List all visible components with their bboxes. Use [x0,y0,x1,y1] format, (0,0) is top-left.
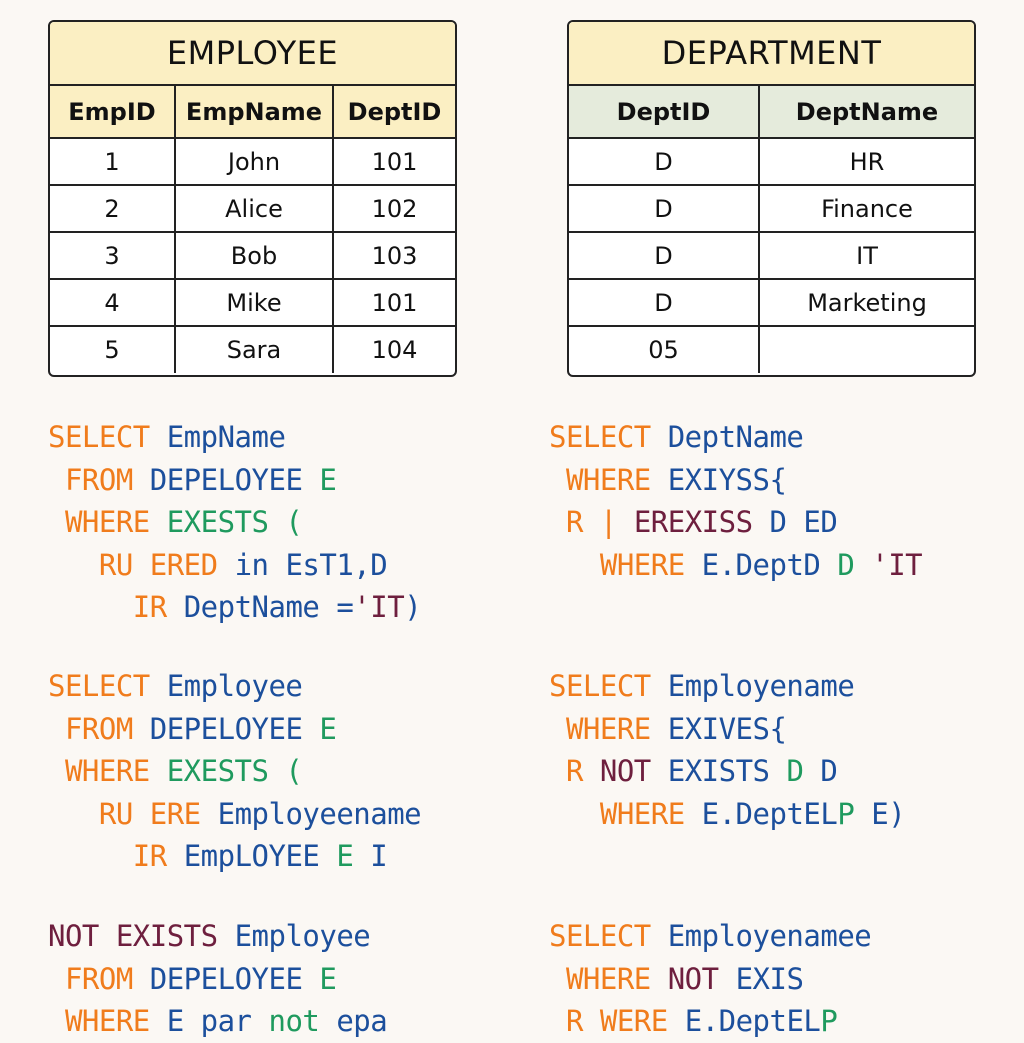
code-token: E) [854,796,906,831]
table-cell: D [569,279,759,326]
table-cell: 104 [371,336,418,364]
code-token: E [166,1004,201,1038]
code-token: WHERE [549,796,702,831]
code-token: 'IT [353,590,405,624]
code-token: Employename [667,669,855,703]
code-token: 'IT [854,547,923,582]
table-cell: 2 [50,185,175,232]
table-cell: 1 [50,138,175,185]
column-header-empname: EmpName [175,86,333,138]
code-line [48,793,421,836]
code-token: EXIVES{ [667,711,787,746]
sql-block-1 [48,416,421,629]
department-row [569,185,974,232]
code-line [48,665,421,708]
code-token: ) [404,590,422,624]
code-line [48,1000,387,1043]
table-cell: 103 [333,232,455,279]
code-token: FROM [48,711,150,746]
code-token: WERE [599,1004,685,1038]
code-line [549,1000,871,1043]
employee-row [50,185,455,232]
column-header-deptid: DeptID [333,86,455,138]
table-cell: Sara [175,326,333,373]
table-cell: Alice [175,185,333,232]
code-token: DEPELOYEE [149,711,320,746]
code-token: EmpLOYEE [183,839,337,873]
code-token: IR [48,839,184,873]
code-line [549,708,905,751]
code-line [549,915,871,958]
table-cell: 3 [50,232,175,279]
code-token: WHERE [549,961,668,996]
code-token: IR [48,590,184,624]
code-token: D [786,754,821,788]
code-token: R [549,1004,600,1038]
code-token: EXESTS ( [166,505,303,539]
code-token: E.DeptEL [684,1004,821,1038]
table-cell: 5 [50,326,175,373]
code-token: E.DeptD [701,547,838,582]
employee-row [50,232,455,279]
code-token: RU ERED [48,547,235,582]
code-token: I [353,839,388,873]
code-token: DEPELOYEE [149,462,320,497]
employee-table [48,20,457,377]
sql-block-6 [549,915,871,1043]
employee-row [50,279,455,326]
code-token: P [837,796,855,831]
code-token: SELECT [549,669,668,703]
column-header-deptname: DeptName [759,86,974,138]
code-line [48,459,421,502]
code-token: R | [549,505,634,539]
code-token: Employenamee [667,919,872,953]
code-token: DEPELOYEE [149,961,320,996]
table-cell: 101 [333,279,455,326]
code-line [48,835,421,878]
code-token: E [319,462,337,497]
code-token: DeptName = [183,590,354,624]
table-cell: D [569,232,759,279]
code-token: SELECT [48,669,167,703]
code-token: EmpName [166,420,286,454]
employee-table-title: EMPLOYEE [50,22,455,86]
code-token: EXESTS ( [166,754,303,788]
table-cell: Mike [175,279,333,326]
department-row [569,138,974,185]
code-token: P [820,1004,838,1038]
code-token: NOT [599,754,668,788]
table-cell: 05 [569,326,759,373]
table-cell: Finance [759,185,974,232]
table-cell: IT [759,232,974,279]
department-table [567,20,976,377]
code-token: NOT [667,961,736,996]
employee-header-row [50,86,455,138]
table-cell: 101 [333,138,455,185]
table-cell: 4 [50,279,175,326]
sql-block-5 [48,915,387,1043]
table-cell: D [569,185,759,232]
code-line [549,416,922,459]
sql-block-3 [48,665,421,878]
code-token: EXISTS [667,754,787,788]
code-token: WHERE [549,547,702,582]
code-token: WHERE [48,1004,167,1038]
department-row [569,326,974,373]
employee-row [50,138,455,185]
code-token: epa [336,1004,388,1038]
code-token: EXIYSS{ [667,462,787,497]
code-token: NOT EXISTS [48,919,235,953]
table-cell: HR [759,138,974,185]
code-line [549,750,905,793]
code-token: E [336,839,354,873]
department-table-title: DEPARTMENT [569,22,974,86]
sql-block-2 [549,416,922,586]
code-line [549,459,922,502]
table-cell [759,326,974,373]
department-row [569,232,974,279]
code-token: Employee [234,919,371,953]
code-token: RU ERE [48,796,218,831]
code-token: Employeename [217,796,422,831]
table-cell: John [175,138,333,185]
code-token: EXIS [735,961,804,996]
table-cell: D [569,138,759,185]
code-line [48,501,421,544]
code-token: WHERE [549,711,668,746]
department-table-grid [569,86,974,373]
code-line [48,958,387,1001]
table-cell: Marketing [759,279,974,326]
code-line [48,915,387,958]
code-token: par [200,1004,269,1038]
code-line [48,708,421,751]
code-token: R [549,754,600,788]
code-token: E [319,711,337,746]
code-line [549,958,871,1001]
department-header-row [569,86,974,138]
code-line [549,793,905,836]
code-token: FROM [48,462,150,497]
code-line [48,544,421,587]
code-line [48,750,421,793]
code-token: E.DeptEL [701,796,838,831]
code-line [48,416,421,459]
employee-row [50,326,455,373]
department-row [569,279,974,326]
sql-block-4 [549,665,905,835]
table-cell: 102 [333,185,455,232]
column-header-deptid: DeptID [569,86,759,138]
code-token: WHERE [549,462,668,497]
code-token: DeptName [667,420,804,454]
code-token: EREXISS [633,505,770,539]
code-token: SELECT [549,420,668,454]
code-token: D [820,754,838,788]
code-token: E [319,961,337,996]
code-line [48,586,421,629]
code-line [549,665,905,708]
code-token: SELECT [48,420,167,454]
code-token: not [268,1004,337,1038]
code-token: D [837,547,855,582]
employee-table-grid [50,86,455,373]
column-header-empid: EmpID [50,86,175,138]
code-token: FROM [48,961,150,996]
code-token: WHERE [48,505,167,539]
code-token: SELECT [549,919,668,953]
code-token: WHERE [48,754,167,788]
code-token: in EsT1,D [234,547,388,582]
table-cell: Bob [175,232,333,279]
code-line [549,544,922,587]
code-token: Employee [166,669,303,703]
code-token: D ED [769,505,838,539]
code-line [549,501,922,544]
